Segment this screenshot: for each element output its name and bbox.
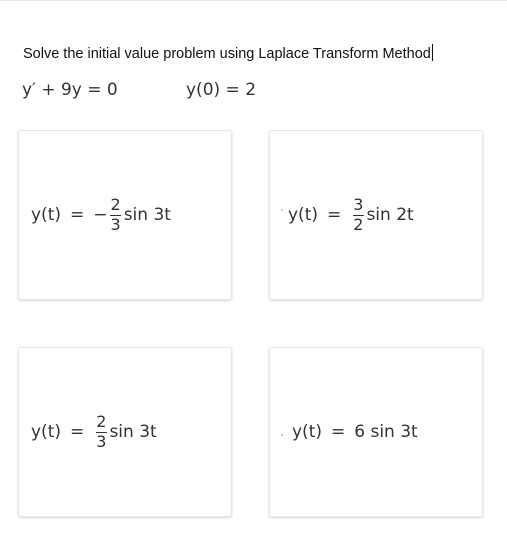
option-a-expression xyxy=(31,197,171,233)
option-c-expression xyxy=(31,414,157,450)
initial-condition: y(0) = 2 xyxy=(186,80,257,100)
question-prompt: Solve the initial value problem using Laplace Transform Method xyxy=(23,46,431,62)
option-b-fraction xyxy=(352,197,364,233)
option-b-lhs: y(t) xyxy=(288,205,318,225)
option-a-denominator: 3 xyxy=(110,215,121,234)
differential-equation: y′ + 9y = 0 xyxy=(22,80,118,100)
option-c-function: sin 3t xyxy=(109,422,157,442)
option-a-function: sin 3t xyxy=(123,205,171,225)
option-b-denominator: 2 xyxy=(353,215,364,234)
option-c-lhs: y(t) xyxy=(31,422,61,442)
option-a-equals: = xyxy=(70,205,85,225)
option-d-equals: = xyxy=(331,422,346,442)
top-divider xyxy=(0,0,507,1)
answer-option-b[interactable] xyxy=(269,130,483,300)
option-c-fraction xyxy=(95,414,107,450)
text-cursor xyxy=(432,44,433,61)
answer-option-d[interactable] xyxy=(269,347,483,517)
option-c-equals: = xyxy=(70,422,85,442)
option-a-sign: − xyxy=(93,205,108,225)
option-b-equals: = xyxy=(327,205,342,225)
marker-dot xyxy=(281,209,283,211)
option-b-function: sin 2t xyxy=(366,205,414,225)
option-b-expression xyxy=(288,197,414,233)
option-d-lhs: y(t) xyxy=(292,422,322,442)
option-a-lhs: y(t) xyxy=(31,205,61,225)
option-c-denominator: 3 xyxy=(96,432,107,451)
option-a-fraction xyxy=(110,197,122,233)
answer-option-a[interactable] xyxy=(18,130,232,300)
option-c-numerator: 2 xyxy=(96,412,107,431)
answer-option-c[interactable] xyxy=(18,347,232,517)
option-b-numerator: 3 xyxy=(353,195,364,214)
option-d-expression xyxy=(292,422,418,442)
option-a-numerator: 2 xyxy=(110,195,121,214)
option-d-function: 6 sin 3t xyxy=(354,422,418,442)
marker-dot xyxy=(281,434,283,436)
